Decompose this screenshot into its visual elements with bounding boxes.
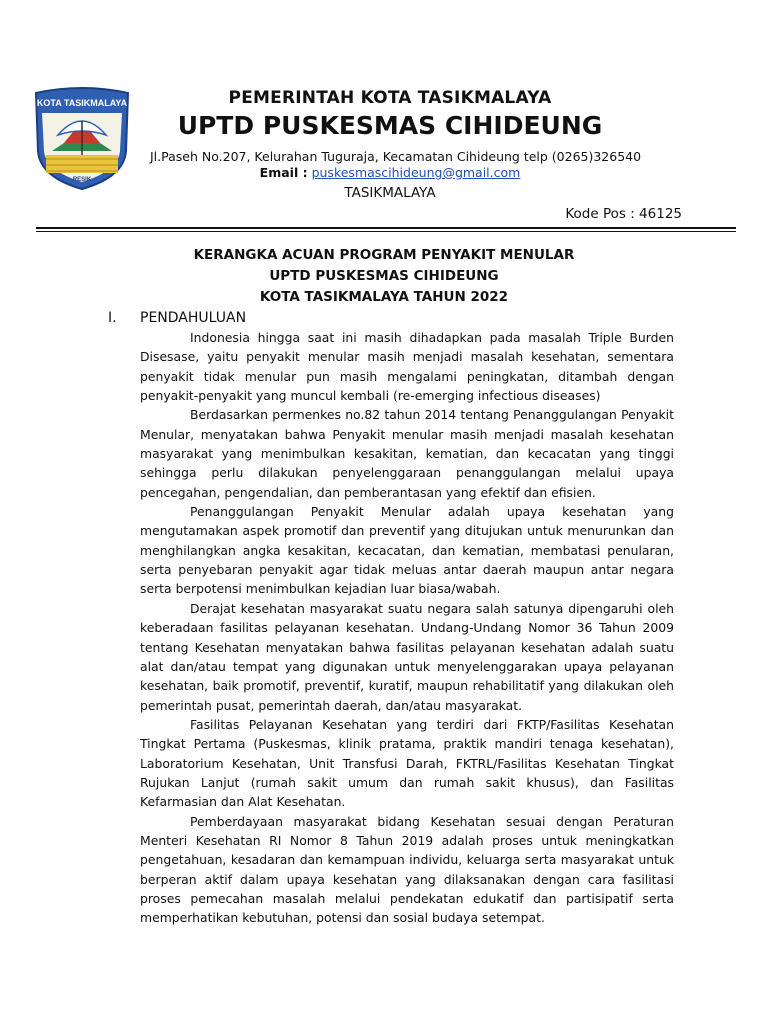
- paragraph: Fasilitas Pelayanan Kesehatan yang terdiri dari FKTP/Fasilitas Kesehatan Tingkat Pertama (Puskesmas, klinik pratama, praktik mandiri tenaga kesehatan), Laboratorium Kesehatan, Unit Transfusi Darah, FKTRL/Fasilitas Kesehatan Tingkat Rujukan Lanjut (rumah sakit umum dan rumah sakit khusus), dan Fasilitas Kefarmasian dan Alat Kesehatan.: [140, 716, 674, 810]
- document-title-line-3: KOTA TASIKMALAYA TAHUN 2022: [259, 289, 509, 305]
- city-name: TASIKMALAYA: [344, 185, 436, 201]
- institution-name: UPTD PUSKESMAS CIHIDEUNG: [177, 111, 603, 140]
- government-name: PEMERINTAH KOTA TASIKMALAYA: [228, 88, 552, 108]
- email-label: Email :: [259, 165, 308, 180]
- paragraph: Berdasarkan permenkes no.82 tahun 2014 tentang Penanggulangan Penyakit Menular, menyatakan bahwa Penyakit menular masih menjadi masalah kesehatan masyarakat yang menimbulkan kesakitan, kematian, dan kecacatan yang tinggi sehingga perlu dilakukan penyelenggaraan penanggulangan melalui upaya pencegahan, pengendalian, dan pemberantasan yang efektif dan efisien.: [140, 407, 674, 500]
- address: Jl.Paseh No.207, Kelurahan Tuguraja, Kecamatan Cihideung telp (0265)326540: [150, 149, 642, 164]
- section-number: I.: [108, 310, 117, 326]
- city-emblem-logo: [30, 85, 134, 193]
- paragraph: Pemberdayaan masyarakat bidang Kesehatan sesuai dengan Peraturan Menteri Kesehatan RI Nomor 8 Tahun 2019 adalah proses untuk meningkatkan pengetahuan, kesadaran dan kemampuan individu, keluarga serta masyarakat untuk berperan aktif dalam upaya kesehatan yang dilaksanakan dengan cara fasilitasi proses pemecahan masalah melalui pendekatan edukatif dan partisipatif serta memperhatikan kebutuhan, potensi dan sosial budaya setempat.: [140, 813, 674, 926]
- section-title: PENDAHULUAN: [140, 310, 247, 326]
- email-line: [140, 165, 640, 180]
- document-title-line-2: UPTD PUSKESMAS CIHIDEUNG: [269, 268, 499, 284]
- email-link[interactable]: puskesmascihideung@gmail.com: [311, 165, 521, 180]
- letterhead-divider-thick: [36, 227, 736, 229]
- letterhead-divider-thin: [36, 231, 736, 232]
- paragraph: Indonesia hingga saat ini masih dihadapkan pada masalah Triple Burden Disesase, yaitu penyakit menular masih menjadi masalah kesehatan, sementara penyakit tidak menular pun masih mengalami peningkatan, ditambah dengan penyakit-penyakit yang muncul kembali (re-emerging infectious diseases): [140, 330, 674, 404]
- postal-code: Kode Pos : 46125: [565, 206, 682, 222]
- section-body: [140, 328, 674, 928]
- logo-motto: RESIK: [72, 177, 92, 183]
- paragraph: Derajat kesehatan masyarakat suatu negara salah satunya dipengaruhi oleh keberadaan fasilitas pelayanan kesehatan. Undang-Undang Nomor 36 Tahun 2009 tentang Kesehatan menyatakan bahwa fasilitas pelayanan kesehatan adalah suatu alat dan/atau tempat yang digunakan untuk menyelenggarakan upaya pelayanan kesehatan, baik promotif, preventif, kuratif, maupun rehabilitatif yang dilakukan oleh pemerintah pusat, pemerintah daerah, dan/atau masyarakat.: [140, 600, 674, 713]
- document-title-line-1: KERANGKA ACUAN PROGRAM PENYAKIT MENULAR: [193, 247, 575, 263]
- paragraph: Penanggulangan Penyakit Menular adalah upaya kesehatan yang mengutamakan aspek promotif dan preventif yang ditujukan untuk menurunkan dan menghilangkan angka kesakitan, kecacatan, dan kematian, membatasi penularan, serta penyebaran penyakit agar tidak meluas antar daerah maupun antar negara serta berpotensi menimbulkan kejadian luar biasa/wabah.: [140, 504, 674, 597]
- logo-label: KOTA TASIKMALAYA: [36, 98, 128, 108]
